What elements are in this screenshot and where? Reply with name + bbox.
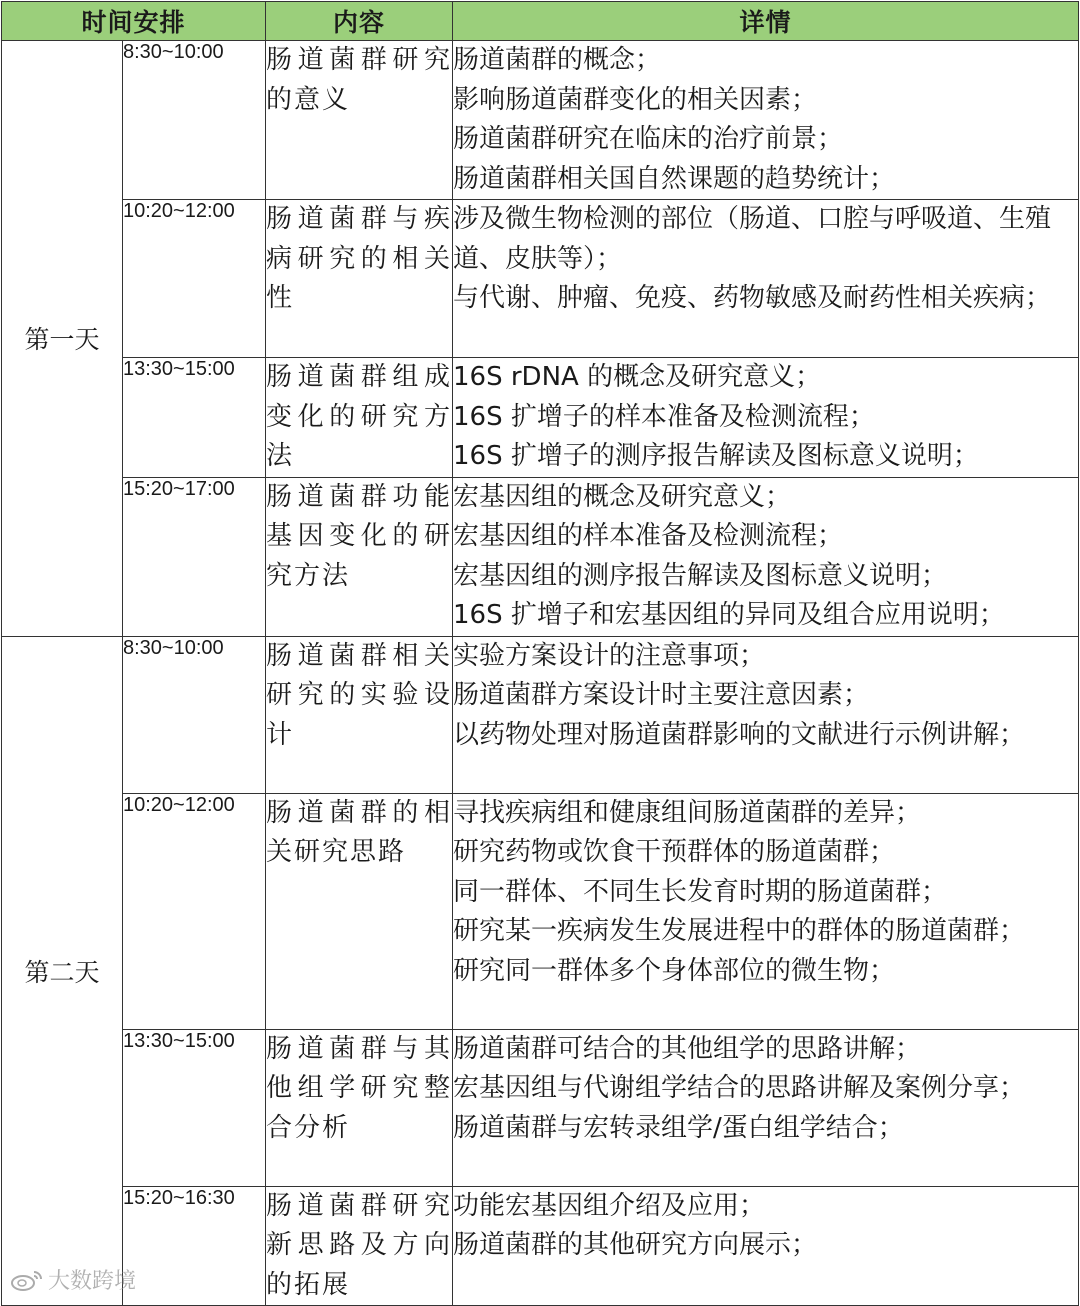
- session-details: [453, 41, 1079, 200]
- header-content: 内容: [266, 2, 453, 41]
- session-topic: 肠道菌群研究的意义: [266, 41, 453, 200]
- session-time: 10:20~12:00: [123, 200, 266, 358]
- weibo-logo-icon: [10, 1268, 44, 1292]
- session-topic: 肠道菌群相关研究的实验设计: [266, 636, 453, 793]
- session-details: [453, 358, 1079, 478]
- detail-line: 肠道菌群方案设计时主要注意因素；: [453, 680, 870, 710]
- detail-line: 肠道菌群可结合的其他组学的思路讲解；: [453, 1033, 922, 1064]
- detail-line: 影响肠道菌群变化的相关因素；: [453, 84, 818, 115]
- table-row: [2, 1186, 1079, 1306]
- detail-line: 功能宏基因组介绍及应用；: [453, 1190, 766, 1221]
- table-row: [2, 636, 1079, 793]
- detail-line: 宏基因组的测序报告解读及图标意义说明；: [453, 560, 948, 591]
- session-time: 15:20~16:30: [123, 1186, 266, 1306]
- detail-line: 研究药物或饮食干预群体的肠道菌群；: [453, 837, 896, 867]
- session-details: [453, 636, 1079, 793]
- session-time: 8:30~10:00: [123, 41, 266, 200]
- detail-line: 16S 扩增子的测序报告解读及图标意义说明；: [453, 441, 979, 471]
- day-cell: 第二天: [2, 636, 123, 1306]
- session-time: 13:30~15:00: [123, 358, 266, 478]
- day-cell: 第一天: [2, 41, 123, 637]
- session-details: [453, 1186, 1079, 1306]
- session-topic: 肠道菌群研究新思路及方向的拓展: [266, 1186, 453, 1306]
- detail-line: 16S rDNA 的概念及研究意义；: [453, 362, 822, 392]
- session-details: [453, 200, 1079, 358]
- watermark-text: 大数跨境: [48, 1269, 137, 1294]
- session-topic: 肠道菌群功能基因变化的研究方法: [266, 477, 453, 636]
- watermark: [10, 1264, 136, 1295]
- session-details: [453, 1029, 1079, 1186]
- detail-line: 肠道菌群相关国自然课题的趋势统计；: [453, 163, 896, 194]
- detail-line: 肠道菌群研究在临床的治疗前景；: [453, 124, 844, 154]
- session-time: 13:30~15:00: [123, 1029, 266, 1186]
- detail-line: 肠道菌群与宏转录组学/蛋白组学结合；: [453, 1112, 904, 1143]
- detail-line: 宏基因组与代谢组学结合的思路讲解及案例分享；: [453, 1073, 1026, 1103]
- detail-line: 以药物处理对肠道菌群影响的文献进行示例讲解；: [453, 719, 1026, 750]
- schedule-table: [1, 1, 1079, 1306]
- session-time: 15:20~17:00: [123, 477, 266, 636]
- detail-line: 与代谢、肿瘤、免疫、药物敏感及耐药性相关疾病；: [453, 283, 1052, 313]
- detail-line: 肠道菌群的其他研究方向展示；: [453, 1230, 818, 1260]
- detail-line: 宏基因组的概念及研究意义；: [453, 481, 792, 512]
- detail-line: 实验方案设计的注意事项；: [453, 640, 766, 671]
- header-details: 详情: [453, 2, 1079, 41]
- session-time: 8:30~10:00: [123, 636, 266, 793]
- detail-line: 研究某一疾病发生发展进程中的群体的肠道菌群；: [453, 916, 1026, 946]
- table-body: [2, 41, 1079, 1306]
- detail-line: 16S 扩增子的样本准备及检测流程；: [453, 401, 875, 432]
- session-topic: 肠道菌群与疾病研究的相关性: [266, 200, 453, 358]
- detail-line: 寻找疾病组和健康组间肠道菌群的差异；: [453, 797, 922, 828]
- session-topic: 肠道菌群组成变化的研究方法: [266, 358, 453, 478]
- table-row: [2, 41, 1079, 200]
- detail-line: 涉及微生物检测的部位（肠道、口腔与呼吸道、生殖道、皮肤等）；: [453, 204, 1052, 274]
- table-row: [2, 200, 1079, 358]
- session-topic: 肠道菌群与其他组学研究整合分析: [266, 1029, 453, 1186]
- table-header: [2, 2, 1079, 41]
- session-details: [453, 477, 1079, 636]
- detail-line: 研究同一群体多个身体部位的微生物；: [453, 955, 896, 986]
- table-row: [2, 358, 1079, 478]
- table-row: [2, 1029, 1079, 1186]
- table-row: [2, 793, 1079, 1029]
- detail-line: 肠道菌群的概念；: [453, 45, 662, 75]
- detail-line: 同一群体、不同生长发育时期的肠道菌群；: [453, 876, 948, 907]
- header-row: [2, 2, 1079, 41]
- detail-line: 16S 扩增子和宏基因组的异同及组合应用说明；: [453, 600, 1005, 630]
- detail-line: 宏基因组的样本准备及检测流程；: [453, 521, 844, 551]
- session-details: [453, 793, 1079, 1029]
- session-time: 10:20~12:00: [123, 793, 266, 1029]
- header-time-arrangement: 时间安排: [2, 2, 266, 41]
- table-row: [2, 477, 1079, 636]
- session-topic: 肠道菌群的相关研究思路: [266, 793, 453, 1029]
